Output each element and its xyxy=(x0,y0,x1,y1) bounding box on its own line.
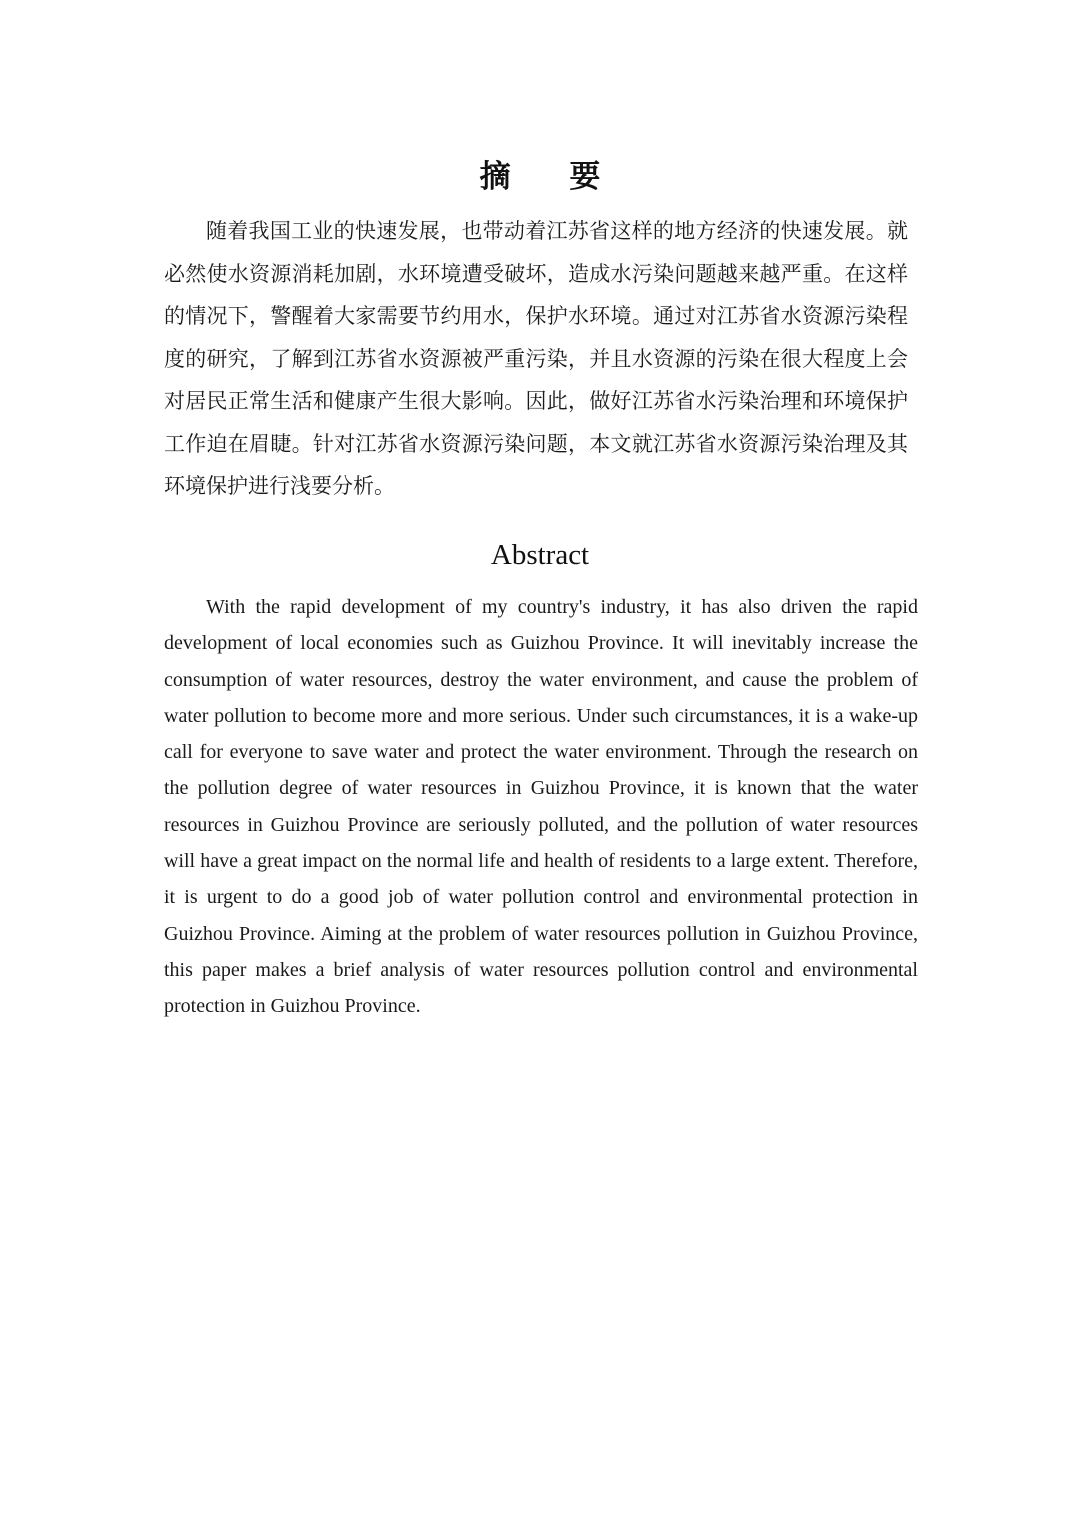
chinese-abstract-body: 随着我国工业的快速发展，也带动着江苏省这样的地方经济的快速发展。就必然使水资源消耗加剧，水环境遭受破坏，造成水污染问题越来越严重。在这样的情况下，警醒着大家需要节约用水，保护水环境。通过对江苏省水资源污染程度的研究，了解到江苏省水资源被严重污染，并且水资源的污染在很大程度上会对居民正常生活和健康产生很大影响。因此，做好江苏省水污染治理和环境保护工作迫在眉睫。针对江苏省水资源污染问题，本文就江苏省水资源污染治理及其环境保护进行浅要分析。 xyxy=(164,219,908,498)
english-abstract-body: With the rapid development of my country's industry, it has also driven the rapid development of local economies such as Guizhou Province. It will inevitably increase the consumption of water resources, destroy the water environment, and cause the problem of water pollution to become more and more serious. Under such circumstances, it is a wake-up call for everyone to save water and protect the water environment. Through the research on the pollution degree of water resources in Guizhou Province, it is known that the water resources in Guizhou Province are seriously polluted, and the pollution of water resources will have a great impact on the normal life and health of residents to a large extent. Therefore, it is urgent to do a good job of water pollution control and environmental protection in Guizhou Province. Aiming at the problem of water resources pollution in Guizhou Province, this paper makes a brief analysis of water resources pollution control and environmental protection in Guizhou Province. xyxy=(164,596,918,1018)
chinese-abstract-title: 摘 要 xyxy=(479,159,625,195)
english-abstract-title: Abstract xyxy=(490,539,590,571)
